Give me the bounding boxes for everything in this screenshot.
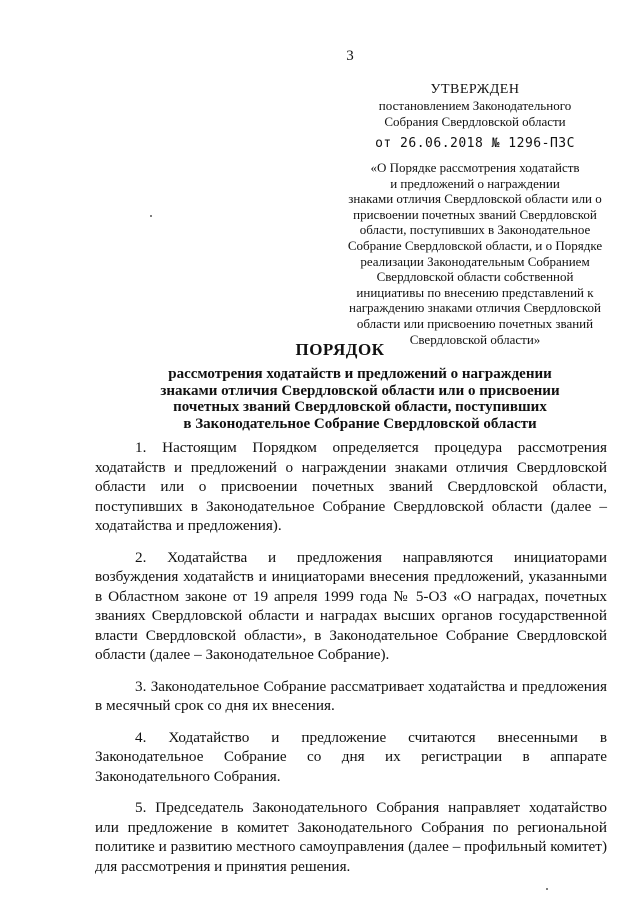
- scan-speck: [150, 215, 152, 217]
- paragraph-1: 1. Настоящим Порядком определяется процедура рассмотрения ходатайств и предложений о награждении знаками отличия Свердловской области или о присвоении почетных званий Свердловской области, поступивших в Законодательное Собрание Свердловской области (далее – ходатайства и предложения).: [95, 439, 607, 534]
- quote-line: «О Порядке рассмотрения ходатайств: [370, 160, 580, 175]
- approval-line-1: постановлением Законодательного: [378, 98, 572, 113]
- paragraph-5: 5. Председатель Законодательного Собрания направляет ходатайство или предложение в комитет Законодательного Собрания по региональной политике и развитию местного самоуправления (далее – профильный комитет) для рассмотрения и принятия решения.: [95, 799, 607, 875]
- approval-line-2: Собрания Свердловской области: [384, 114, 566, 129]
- approval-date-number-stamp: от 26.06.2018 № 1296-ПЗС: [375, 136, 575, 151]
- paragraph-4: 4. Ходатайство и предложение считаются внесенными в Законодательное Собрание со дня их регистрации в аппарате Законодательного Собрания.: [95, 728, 607, 785]
- quote-line: инициативы по внесению представлений к: [356, 284, 594, 300]
- page-number: 3: [346, 48, 354, 64]
- approval-block: [330, 82, 620, 347]
- subtitle-line: знаками отличия Свердловской области или о присвоении: [160, 382, 560, 399]
- quote-line: Свердловской области собственной: [376, 269, 574, 285]
- quote-line: области или присвоению почетных званий: [356, 315, 594, 331]
- approved-label: УТВЕРЖДЕН: [430, 82, 520, 97]
- quote-line: награждению знаками отличия Свердловской: [349, 300, 601, 316]
- subtitle-line: в Законодательное Собрание Свердловской области: [183, 415, 537, 432]
- quote-line: реализации Законодательным Собранием: [360, 253, 590, 269]
- quote-line: Свердловской области»: [409, 331, 541, 347]
- quote-line: знаками отличия Свердловской области или о: [348, 191, 602, 207]
- paragraph-2: 2. Ходатайства и предложения направляются инициаторами возбуждения ходатайств и инициаторами внесения предложений, указанными в Областном законе от 19 апреля 1999 года № 5-ОЗ «О наградах, почетных званиях Свердловской области и наградах высших органов государственной власти Свердловской области», в Законодательное Собрание Свердловской области (далее – Законодательное Собрание).: [95, 548, 607, 663]
- document-subtitle: [120, 366, 600, 432]
- quote-line: и предложений о награждении: [390, 175, 560, 191]
- document-body: [95, 438, 607, 888]
- resolution-title-quote: [330, 160, 620, 347]
- quote-line: присвоении почетных званий Свердловской: [353, 206, 597, 222]
- quote-line: области, поступивших в Законодательное: [359, 222, 591, 238]
- subtitle-line: рассмотрения ходатайств и предложений о награждении: [168, 366, 552, 382]
- paragraph-3: 3. Законодательное Собрание рассматривает ходатайства и предложения в месячный срок со дня их внесения.: [95, 677, 607, 714]
- subtitle-line: почетных званий Свердловской области, поступивших: [173, 399, 547, 415]
- quote-line: Собрание Свердловской области, и о Порядке: [347, 237, 603, 253]
- scan-speck: [546, 888, 548, 890]
- document-title: ПОРЯДОК: [295, 340, 385, 359]
